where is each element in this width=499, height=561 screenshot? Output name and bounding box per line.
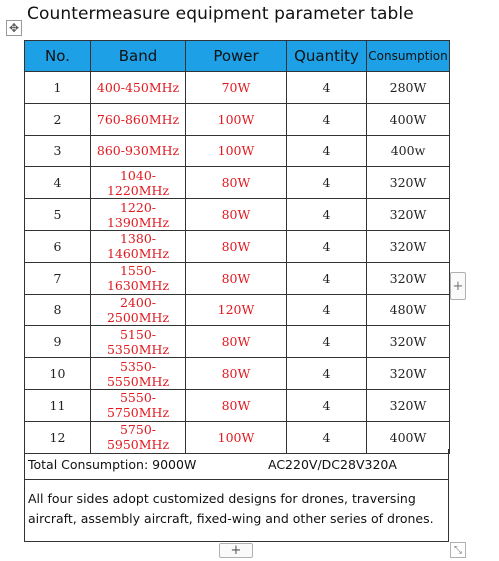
parameter-table [24, 40, 450, 454]
cell-quantity[interactable]: 4 [287, 262, 367, 294]
table-row [25, 199, 450, 231]
total-consumption[interactable]: Total Consumption: 9000W [28, 456, 197, 472]
table-row [25, 389, 450, 421]
table-row [25, 167, 450, 199]
table-row [25, 326, 450, 358]
table-row [25, 103, 450, 135]
cell-consumption[interactable]: 400W [367, 421, 450, 453]
cell-power[interactable]: 80W [186, 167, 287, 199]
header-power[interactable]: Power [186, 41, 287, 72]
table-row [25, 358, 450, 390]
cell-no[interactable]: 11 [25, 389, 91, 421]
cell-band[interactable]: 860-930MHz [91, 135, 186, 167]
cell-consumption[interactable]: 400w [367, 135, 450, 167]
header-quantity[interactable]: Quantity [287, 41, 367, 72]
cell-quantity[interactable]: 4 [287, 167, 367, 199]
cell-no[interactable]: 7 [25, 262, 91, 294]
cell-consumption[interactable]: 320W [367, 230, 450, 262]
cell-consumption[interactable]: 400W [367, 103, 450, 135]
cell-band[interactable]: 1040-1220MHz [91, 167, 186, 199]
cell-quantity[interactable]: 4 [287, 358, 367, 390]
cell-consumption[interactable]: 280W [367, 72, 450, 104]
cell-quantity[interactable]: 4 [287, 421, 367, 453]
cell-consumption[interactable]: 320W [367, 262, 450, 294]
cell-quantity[interactable]: 4 [287, 72, 367, 104]
cell-band[interactable]: 5750-5950MHz [91, 421, 186, 453]
cell-power[interactable]: 80W [186, 230, 287, 262]
cell-power[interactable]: 100W [186, 135, 287, 167]
cell-power[interactable]: 100W [186, 103, 287, 135]
table-row [25, 135, 450, 167]
cell-power[interactable]: 70W [186, 72, 287, 104]
cell-quantity[interactable]: 4 [287, 294, 367, 326]
cell-no[interactable]: 5 [25, 199, 91, 231]
cell-band[interactable]: 5150-5350MHz [91, 326, 186, 358]
cell-quantity[interactable]: 4 [287, 389, 367, 421]
table-row [25, 262, 450, 294]
cell-no[interactable]: 8 [25, 294, 91, 326]
cell-band[interactable]: 2400-2500MHz [91, 294, 186, 326]
cell-band[interactable]: 1550-1630MHz [91, 262, 186, 294]
cell-no[interactable]: 1 [25, 72, 91, 104]
cell-consumption[interactable]: 320W [367, 199, 450, 231]
header-no[interactable]: No. [25, 41, 91, 72]
cell-power[interactable]: 80W [186, 199, 287, 231]
footer-note[interactable]: All four sides adopt customized designs for drones, traversing aircraft, assembly aircraft, fixed-wing and other series of drones. [24, 480, 449, 542]
power-supply-spec[interactable]: AC220V/DC28V320A [268, 456, 397, 472]
cell-no[interactable]: 12 [25, 421, 91, 453]
table-header-row [25, 41, 450, 72]
cell-no[interactable]: 3 [25, 135, 91, 167]
plus-icon: + [452, 278, 464, 294]
cell-band[interactable]: 5550-5750MHz [91, 389, 186, 421]
add-row-button[interactable] [219, 543, 253, 558]
cell-no[interactable]: 2 [25, 103, 91, 135]
diagonal-resize-icon[interactable]: ⤡ [450, 542, 466, 558]
cell-power[interactable]: 80W [186, 262, 287, 294]
cell-power[interactable]: 80W [186, 389, 287, 421]
cell-no[interactable]: 10 [25, 358, 91, 390]
table-row [25, 294, 450, 326]
cell-power[interactable]: 80W [186, 326, 287, 358]
cell-consumption[interactable]: 320W [367, 358, 450, 390]
table-body [25, 72, 450, 454]
cell-consumption[interactable]: 480W [367, 294, 450, 326]
table-row [25, 230, 450, 262]
table-row [25, 72, 450, 104]
header-consumption[interactable]: Consumption [367, 41, 450, 72]
header-band[interactable]: Band [91, 41, 186, 72]
add-column-button[interactable] [450, 272, 466, 300]
cell-quantity[interactable]: 4 [287, 230, 367, 262]
cell-band[interactable]: 5350-5550MHz [91, 358, 186, 390]
cell-consumption[interactable]: 320W [367, 389, 450, 421]
cell-quantity[interactable]: 4 [287, 135, 367, 167]
cell-quantity[interactable]: 4 [287, 326, 367, 358]
cell-no[interactable]: 9 [25, 326, 91, 358]
cell-power[interactable]: 80W [186, 358, 287, 390]
footer-summary-row[interactable] [24, 449, 449, 480]
cell-band[interactable]: 1380-1460MHz [91, 230, 186, 262]
cell-band[interactable]: 760-860MHz [91, 103, 186, 135]
cell-power[interactable]: 100W [186, 421, 287, 453]
cell-band[interactable]: 400-450MHz [91, 72, 186, 104]
cell-band[interactable]: 1220-1390MHz [91, 199, 186, 231]
cell-no[interactable]: 4 [25, 167, 91, 199]
cell-consumption[interactable]: 320W [367, 326, 450, 358]
move-arrows-icon[interactable]: ✥ [6, 20, 22, 36]
plus-icon: + [230, 543, 242, 558]
cell-power[interactable]: 120W [186, 294, 287, 326]
cell-consumption[interactable]: 320W [367, 167, 450, 199]
cell-no[interactable]: 6 [25, 230, 91, 262]
cell-quantity[interactable]: 4 [287, 103, 367, 135]
table-title: Countermeasure equipment parameter table [27, 4, 414, 24]
cell-quantity[interactable]: 4 [287, 199, 367, 231]
